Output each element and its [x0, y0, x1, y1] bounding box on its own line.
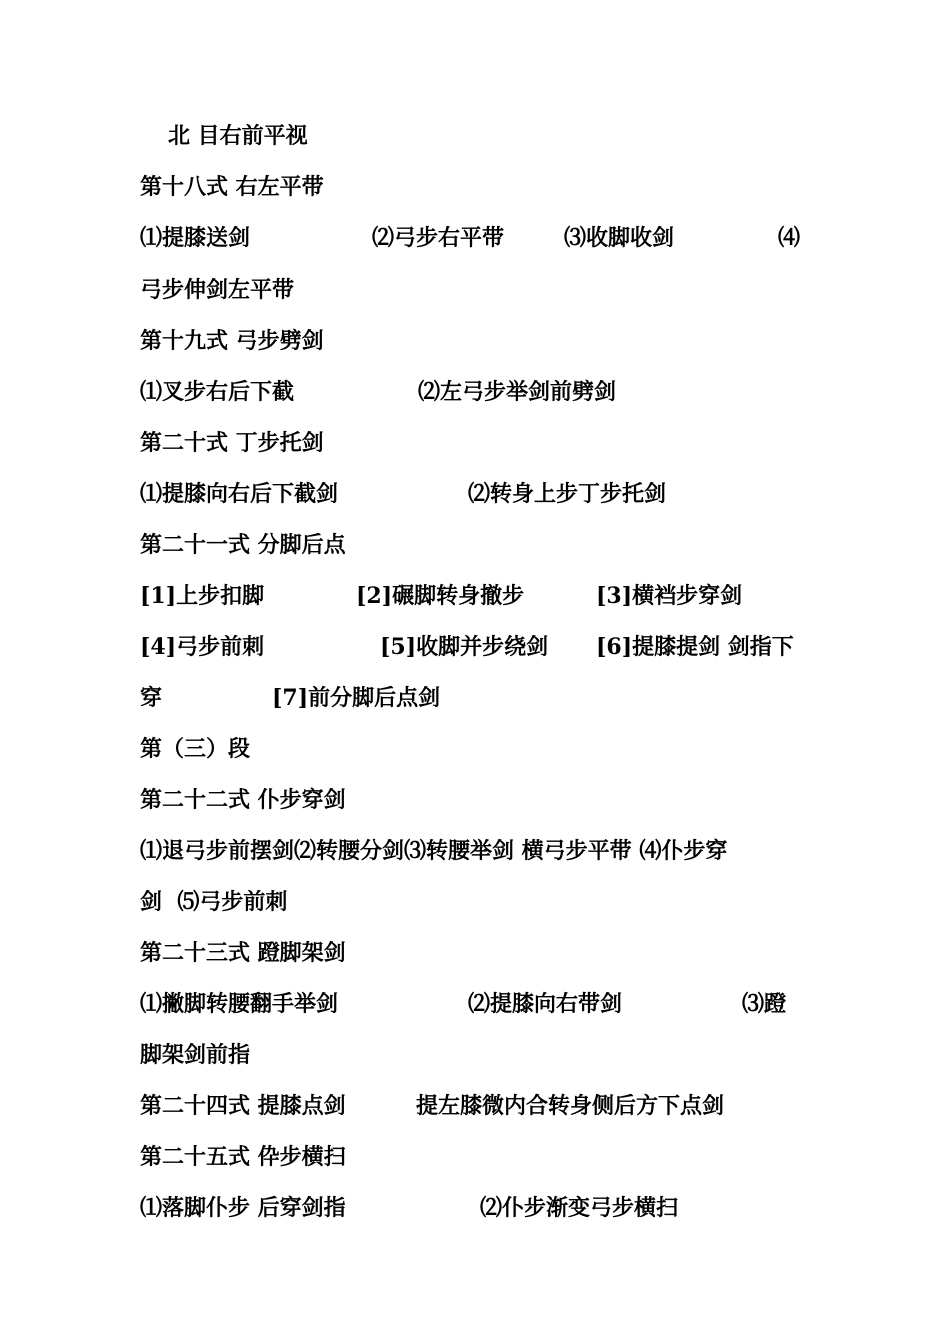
- step-item: ⑵左弓步举剑前劈剑: [418, 379, 617, 405]
- heading-form-24: 第二十四式 提膝点剑: [140, 1093, 346, 1119]
- step-line: 剑 ⑸弓步前刺: [140, 889, 288, 915]
- step-item: ⑶蹬: [742, 991, 787, 1017]
- step-item: ⑴落脚仆步 后穿剑指: [140, 1195, 346, 1221]
- text-line-content: 北 目右前平视: [168, 123, 308, 149]
- step-item: ⑴提膝送剑: [140, 225, 251, 251]
- heading-form-21: 第二十一式 分脚后点: [140, 532, 346, 558]
- heading-form-20: 第二十式 丁步托剑: [140, 430, 324, 456]
- step-item: [5]收脚并步绕剑: [380, 634, 549, 660]
- step-item: 弓步伸剑左平带: [140, 277, 295, 303]
- heading-form-19: 第十九式 弓步劈剑: [140, 328, 324, 354]
- step-item-number: ⑷: [778, 225, 801, 251]
- step-item: ⑵转身上步丁步托剑: [468, 481, 667, 507]
- step-item: 穿: [140, 685, 163, 711]
- step-line: ⑴退弓步前摆剑⑵转腰分剑⑶转腰举剑 横弓步平带 ⑷仆步穿: [140, 838, 728, 864]
- step-item: ⑴叉步右后下截: [140, 379, 295, 405]
- step-item: [7]前分脚后点剑: [272, 685, 441, 711]
- heading-form-22: 第二十二式 仆步穿剑: [140, 787, 346, 813]
- section-3-title: 第（三）段: [140, 736, 251, 762]
- step-item: ⑵仆步渐变弓步横扫: [480, 1195, 679, 1221]
- heading-form-25: 第二十五式 伜步横扫: [140, 1144, 346, 1170]
- step-item: [6]提膝提剑 剑指下: [596, 634, 794, 660]
- step-item: [2]碾脚转身撤步: [356, 583, 525, 609]
- step-item: ⑴撇脚转腰翻手举剑: [140, 991, 339, 1017]
- form-description: 提左膝微内合转身侧后方下点剑: [416, 1093, 725, 1119]
- step-item: [4]弓步前刺: [140, 634, 265, 660]
- step-item: 脚架剑前指: [140, 1042, 251, 1068]
- step-item: ⑵弓步右平带: [372, 225, 505, 251]
- step-item: ⑵提膝向右带剑: [468, 991, 623, 1017]
- step-item: [1]上步扣脚: [140, 583, 265, 609]
- step-item: [3]横裆步穿剑: [596, 583, 743, 609]
- step-item: ⑴提膝向右后下截剑: [140, 481, 339, 507]
- heading-form-23: 第二十三式 蹬脚架剑: [140, 940, 346, 966]
- step-item: ⑶收脚收剑: [564, 225, 675, 251]
- heading-form-18: 第十八式 右左平带: [140, 174, 324, 200]
